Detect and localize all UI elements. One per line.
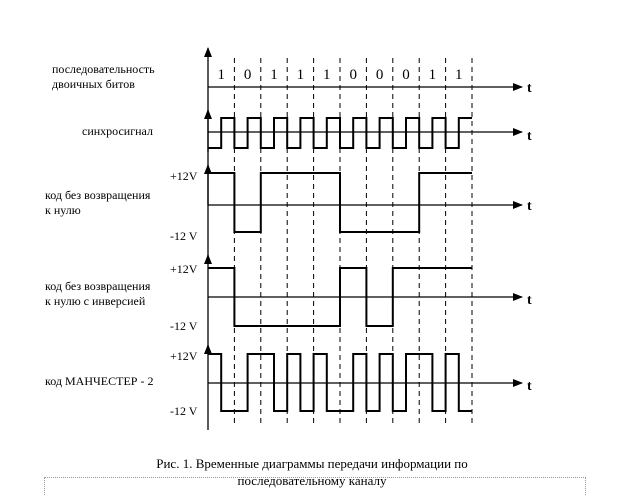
bit-5: 0 [349, 67, 357, 83]
time-axes [208, 81, 532, 394]
label-manchester: код МАНЧЕСТЕР - 2 [45, 374, 154, 388]
page-border [44, 477, 586, 496]
bit-6: 0 [375, 67, 384, 83]
label-manchester-plus: +12V [170, 349, 198, 363]
nrz-waveform [208, 173, 472, 232]
bit-9: 1 [455, 67, 463, 83]
bit-2: 1 [270, 67, 278, 83]
label-bit-sequence-2: двоичных битов [52, 77, 135, 91]
bit-4: 1 [323, 67, 331, 83]
label-nrz-minus: -12 V [170, 229, 198, 243]
label-nrz-1: код без возвращения [45, 188, 151, 202]
caption-line-2: последовательному каналу [237, 473, 387, 488]
bit-8: 1 [428, 67, 437, 83]
time-axis-label: t [527, 199, 532, 214]
label-nrzi-2: к нулю с инверсией [45, 294, 146, 308]
bit-7: 0 [402, 67, 410, 83]
label-nrzi-minus: -12 V [170, 319, 198, 333]
label-nrzi-plus: +12V [170, 262, 198, 276]
bit-0: 1 [217, 67, 225, 83]
label-bit-sequence-1: последовательность [52, 62, 155, 76]
label-nrz-plus: +12V [170, 169, 198, 183]
bit-1: 0 [243, 67, 252, 83]
label-nrzi-1: код без возвращения [45, 279, 151, 293]
caption-line-1: Рис. 1. Временные диаграммы передачи информации по [156, 456, 468, 471]
sync-waveform [208, 118, 472, 148]
label-sync-signal: синхросигнал [82, 124, 153, 138]
row-labels [45, 62, 198, 418]
label-manchester-minus: -12 V [170, 404, 198, 418]
label-nrz-2: к нулю [45, 203, 81, 217]
time-axis-label: t [527, 293, 532, 308]
time-axis-label: t [527, 81, 532, 96]
time-axis-label: t [527, 379, 532, 394]
bit-3: 1 [296, 67, 305, 83]
time-axis-label: t [527, 129, 532, 144]
